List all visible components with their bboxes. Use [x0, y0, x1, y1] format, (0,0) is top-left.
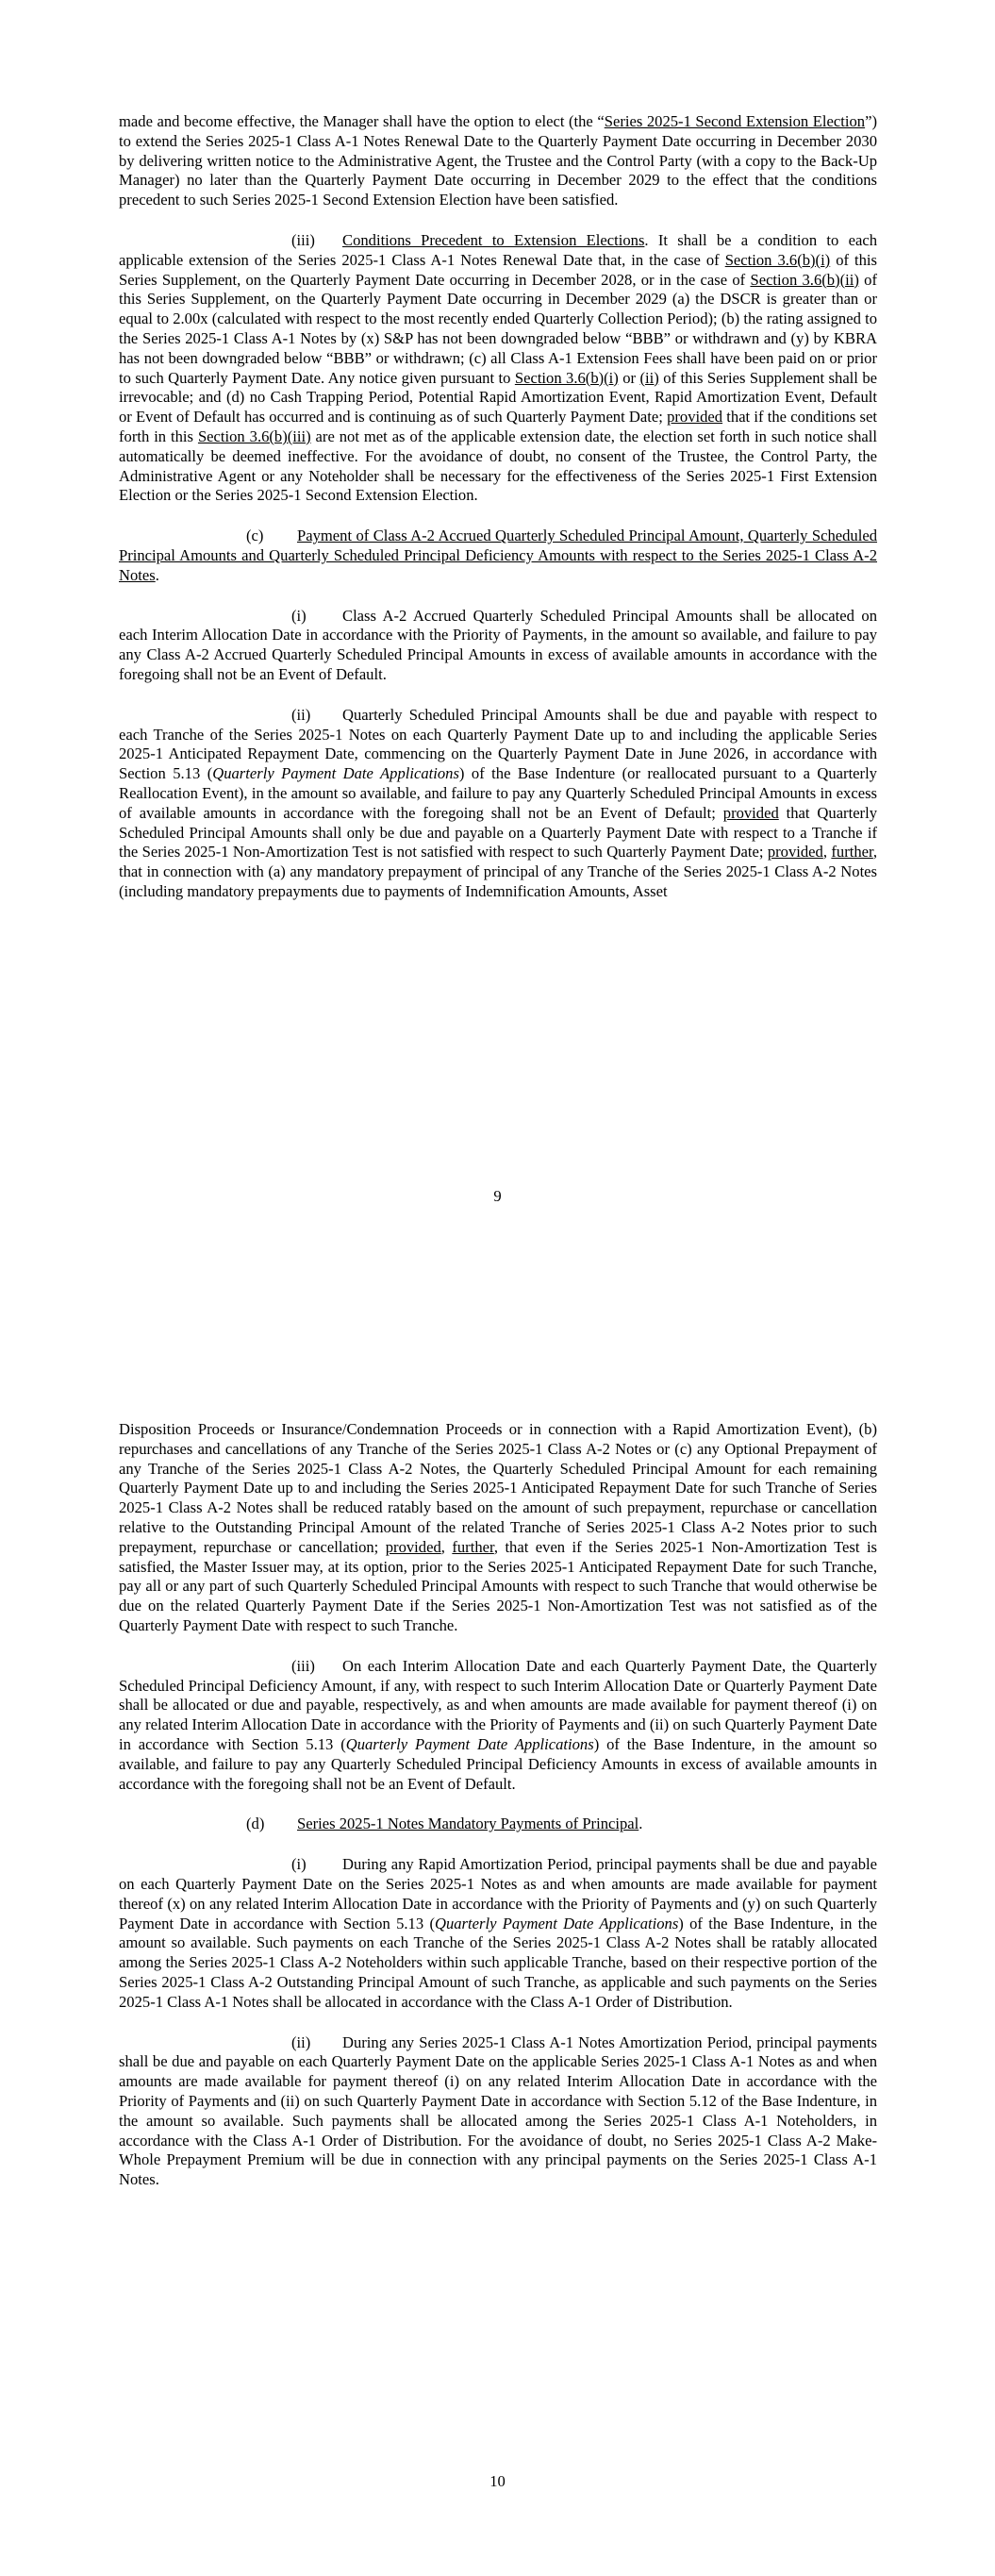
italic-reference: Quarterly Payment Date Applications — [345, 1734, 594, 1753]
section-reference: Section 3.6(b)(ii) — [750, 270, 859, 289]
italic-reference: Quarterly Payment Date Applications — [434, 1914, 679, 1932]
page-10 — [0, 1288, 995, 2576]
proviso: provided — [767, 843, 823, 861]
paragraph-d-i: (i) During any Rapid Amortization Period, principal payments shall be due and payable on each Quarterly Payment Date on the Series 2025-1 Notes as and when amounts are made available for payment thereof (x) on any related Interim Allocation Date in accordance with the Priority of Payments and (y) on such Quarterly Payment Date in accordance with Section 5.13 (Quarterly Payment Date Applications) of the Base Indenture, in the amount so available. Such payments on each Tranche of the Series 2025-1 Class A-2 Notes shall be ratably allocated among the Series 2025-1 Class A-2 Noteholders within such applicable Tranche, based on their respective portion of the Series 2025-1 Class A-2 Outstanding Principal Amount of such Tranche, as applicable and such payments on the Series 2025-1 Class A-1 Notes shall be allocated in accordance with the Class A-1 Order of Distribution. — [119, 1855, 877, 2011]
clause-number: (i) — [291, 1855, 307, 1874]
clause-heading: Payment of Class A-2 Accrued Quarterly Scheduled Principal Amount, Quarterly Scheduled Principal Amounts and Quarterly Scheduled Principal Deficiency Amounts with respect to the Series 2025-1 Class A-2 Notes — [119, 527, 877, 584]
clause-number: (ii) — [291, 2032, 311, 2051]
clause-number: (ii) — [291, 705, 311, 724]
clause-number: (iii) — [291, 230, 315, 249]
clause-number: (iii) — [291, 1656, 315, 1675]
paragraph-c-iii: (iii) On each Interim Allocation Date and each Quarterly Payment Date, the Quarterly Scheduled Principal Deficiency Amount, if any, with respect to such Interim Allocation Date or Quarterly Payment Date shall be allocated or due and payable, respectively, as and when amounts are made available for payment thereof (i) on any related Interim Allocation Date in accordance with the Priority of Payments and (ii) on such Quarterly Payment Date in accordance with Section 5.13 (Quarterly Payment Date Applications) of the Base Indenture, in the amount so available, and failure to pay any Quarterly Scheduled Principal Deficiency Amounts in excess of available amounts in accordance with the foregoing shall not be an Event of Default. — [119, 1656, 877, 1793]
page-number: 10 — [489, 2472, 506, 2490]
section-reference: Section 3.6(b)(i) — [724, 250, 831, 269]
paragraph-c-ii: (ii) Quarterly Scheduled Principal Amounts shall be due and payable with respect to each Tranche of the Series 2025-1 Notes on each Quarterly Payment Date up to and including the applicable Series 2025-1 Anticipated Repayment Date, commencing on the Quarterly Payment Date in June 2026, in accordance with Section 5.13 (Quarterly Payment Date Applications) of the Base Indenture (or reallocated pursuant to a Quarterly Reallocation Event), in the amount so available, and failure to pay any Quarterly Scheduled Principal Amounts in excess of available amounts in accordance with the foregoing shall not be an Event of Default; provided that Quarterly Scheduled Principal Amounts shall only be due and payable on a Quarterly Payment Date with respect to a Tranche if the Series 2025-1 Non-Amortization Test is not satisfied with respect to such Quarterly Payment Date; provided, further, that in connection with (a) any mandatory prepayment of principal of any Tranche of the Series 2025-1 Class A-2 Notes (including mandatory prepayments due to payments of Indemnification Amounts, Asset — [119, 705, 878, 900]
clause-heading: Series 2025-1 Notes Mandatory Payments of Principal — [297, 1815, 639, 1833]
section-heading-c: (c) Payment of Class A-2 Accrued Quarterly Scheduled Principal Amount, Quarterly Scheduled Principal Amounts and Quarterly Scheduled Principal Deficiency Amounts with respect to the Series 2025-1 Class A-2 Notes. — [119, 527, 877, 584]
paragraph-conditions-precedent: (iii) Conditions Precedent to Extension Elections. It shall be a condition to each applicable extension of the Series 2025-1 Class A-1 Notes Renewal Date that, in the case of Section 3.6(b)(i) of this Series Supplement, on the Quarterly Payment Date occurring in December 2028, or in the case of Section 3.6(b)(ii) of this Series Supplement, on the Quarterly Payment Date occurring in December 2029 (a) the DSCR is greater than or equal to 2.00x (calculated with respect to the most recently ended Quarterly Collection Period); (b) the rating assigned to the Series 2025-1 Class A-1 Notes by (x) S&P has not been downgraded below “BBB” or withdrawn and (y) by KBRA has not been downgraded below “BBB” or withdrawn; (c) all Class A-1 Extension Fees shall have been paid on or prior to such Quarterly Payment Date. Any notice given pursuant to Section 3.6(b)(i) or (ii) of this Series Supplement shall be irrevocable; and (d) no Cash Trapping Period, Potential Rapid Amortization Event, Rapid Amortization Event, Default or Event of Default has occurred and is continuing as of such Quarterly Payment Date; provided that if the conditions set forth in this Section 3.6(b)(iii) are not met as of the applicable extension date, the election set forth in such notice shall automatically be deemed ineffective. For the avoidance of doubt, no consent of the Trustee, the Control Party, the Administrative Agent or any Noteholder shall be necessary for the effectiveness of the Series 2025-1 First Extension Election or the Series 2025-1 Second Extension Election. — [119, 230, 877, 505]
proviso: provided — [667, 408, 723, 427]
section-reference: (ii) — [639, 368, 659, 387]
section-reference: Section 3.6(b)(iii) — [197, 427, 311, 445]
italic-reference: Quarterly Payment Date Applications — [212, 764, 459, 783]
page-9-body — [119, 112, 877, 923]
clause-number: (d) — [246, 1815, 265, 1833]
paragraph-c-i: (i) Class A-2 Accrued Quarterly Scheduled Principal Amounts shall be allocated on each Interim Allocation Date in accordance with the Priority of Payments, in the amount so available, and failure to pay any Class A-2 Accrued Quarterly Scheduled Principal Amounts in excess of available amounts in accordance with the foregoing shall not be an Event of Default. — [119, 606, 877, 683]
section-reference: Section 3.6(b)(i) — [514, 368, 619, 387]
paragraph-d-ii: (ii) During any Series 2025-1 Class A-1 Notes Amortization Period, principal payments shall be due and payable on each Quarterly Payment Date on the applicable Series 2025-1 Class A-1 Notes as and when amounts are made available for payment thereof (i) on any related Interim Allocation Date in accordance with the Priority of Payments and (ii) on such Quarterly Payment Date in accordance with Section 5.12 of the Base Indenture, in the amount so available. Such payments shall be allocated among the Series 2025-1 Class A-1 Noteholders, in accordance with the Class A-1 Order of Distribution. For the avoidance of doubt, no Series 2025-1 Class A-2 Make-Whole Prepayment Premium will be due in connection with any principal payments on the Series 2025-1 Class A-1 Notes. — [119, 2032, 877, 2189]
page-10-body — [119, 1420, 877, 2211]
clause-number: (c) — [246, 527, 264, 545]
defined-term-second-extension-election: Series 2025-1 Second Extension Election — [604, 112, 866, 130]
proviso: further — [452, 1537, 494, 1556]
clause-number: (i) — [291, 606, 307, 625]
section-heading-d: (d) Series 2025-1 Notes Mandatory Payments of Principal. — [246, 1815, 643, 1833]
proviso: provided — [385, 1537, 441, 1556]
clause-heading: Conditions Precedent to Extension Elections — [342, 230, 645, 249]
page-number: 9 — [493, 1187, 502, 1205]
paragraph-second-extension-election: made and become effective, the Manager shall have the option to elect (the “Series 2025-1 Second Extension Election”) to extend the Series 2025-1 Class A-1 Notes Renewal Date to the Quarterly Payment Date occurring in December 2030 by delivering written notice to the Administrative Agent, the Trustee and the Control Party (with a copy to the Back-Up Manager) no later than the Quarterly Payment Date occurring in December 2029 to the effect that the conditions precedent to such Series 2025-1 Second Extension Election have been satisfied. — [119, 112, 877, 209]
paragraph-continuation: Disposition Proceeds or Insurance/Condemnation Proceeds or in connection with a Rapid Amortization Event), (b) repurchases and cancellations of any Tranche of the Series 2025-1 Class A-2 Notes or (c) any Optional Prepayment of any Tranche of the Series 2025-1 Class A-2 Notes, the Quarterly Scheduled Principal Amount for each remaining Quarterly Payment Date up to and including the Series 2025-1 Anticipated Repayment Date for such Tranche of Series 2025-1 Class A-2 Notes shall be reduced ratably based on the amount of such prepayment, repurchase or cancellation relative to the Outstanding Principal Amount of the related Tranche of Series 2025-1 Class A-2 Notes prior to such prepayment, repurchase or cancellation; provided, further, that even if the Series 2025-1 Non-Amortization Test is satisfied, the Master Issuer may, at its option, prior to the Series 2025-1 Anticipated Repayment Date for such Tranche, pay all or any part of such Quarterly Scheduled Principal Amounts with respect to such Tranche that would otherwise be due on the related Quarterly Payment Date if the Series 2025-1 Non-Amortization Test was not satisfied as of the Quarterly Payment Date with respect to such Tranche. — [119, 1420, 878, 1634]
proviso: further — [831, 843, 873, 861]
proviso: provided — [722, 803, 779, 822]
